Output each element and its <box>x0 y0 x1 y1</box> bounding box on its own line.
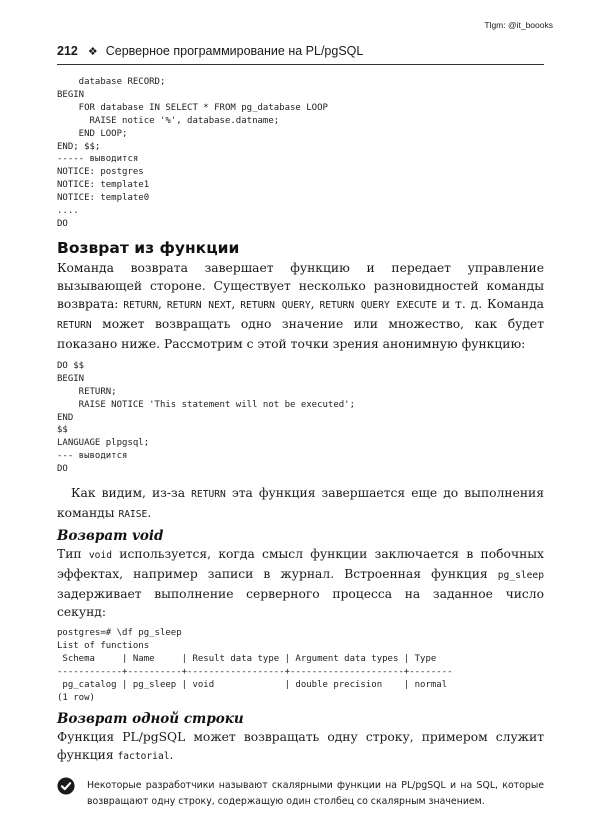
subsection-heading: Возврат одной строки <box>57 711 244 728</box>
code-block: postgres=# \df pg_sleep List of functions Schema | Name | Result data type | Argument data types | Type ------------+----------+------------------+---------------------+-------- pg_catalog | pg_sleep | void | double precision | normal (1 row) <box>57 628 453 703</box>
note-text: Некоторые разработчики называют скалярными функции на PL/pgSQL и на SQL, которые возвращают одну строку, содержащую один столбец со скалярным значением. <box>87 780 544 808</box>
chapter-title: Серверное программирование на PL/pgSQL <box>105 44 364 58</box>
code-block: database RECORD; BEGIN FOR database IN SELECT * FROM pg_database LOOP RAISE notice '%', database.datname; END LOOP; END; $$; ----- выводится NOTICE: postgres NOTICE: template1 NOTICE: template0 .... DO <box>57 77 328 229</box>
note-box <box>57 778 544 810</box>
page-content <box>57 76 544 810</box>
section-heading: Возврат из функции <box>57 238 240 257</box>
check-circle-icon <box>57 777 75 795</box>
code-block: DO $$ BEGIN RETURN; RAISE NOTICE 'This statement will not be executed'; END $$ LANGUAGE plpgsql; --- выводится DO <box>57 360 356 475</box>
paragraph: Функция PL/pgSQL может возвращать одну строку, примером служит функция factorial. <box>57 730 544 763</box>
paragraph: Как видим, из-за RETURN эта функция завершается еще до выполнения команды RAISE. <box>57 486 545 521</box>
paragraph: Команда возврата завершает функцию и передает управление вызывающей стороне. Существует несколько разновидностей команды возврата: RETURN, RETURN NEXT, RETURN QUERY, RETURN QUERY EXECUTE и т. д. Команда RETURN может возвращать одно значение или множество, как будет показано ниже. Рассмотрим с этой точки зрения анонимную функцию: <box>57 260 544 351</box>
paragraph: Тип void используется, когда смысл функции заключается в побочных эффектах, например записи в журнал. Встроенная функция pg_sleep задерживает выполнение серверного процесса на заданное число секунд: <box>57 547 544 620</box>
page-number: 212 <box>57 44 78 58</box>
separator-icon: ❖ <box>87 46 98 58</box>
watermark: Tlgm: @it_boooks <box>484 20 553 30</box>
subsection-heading: Возврат void <box>57 528 164 545</box>
page-header <box>57 44 544 65</box>
